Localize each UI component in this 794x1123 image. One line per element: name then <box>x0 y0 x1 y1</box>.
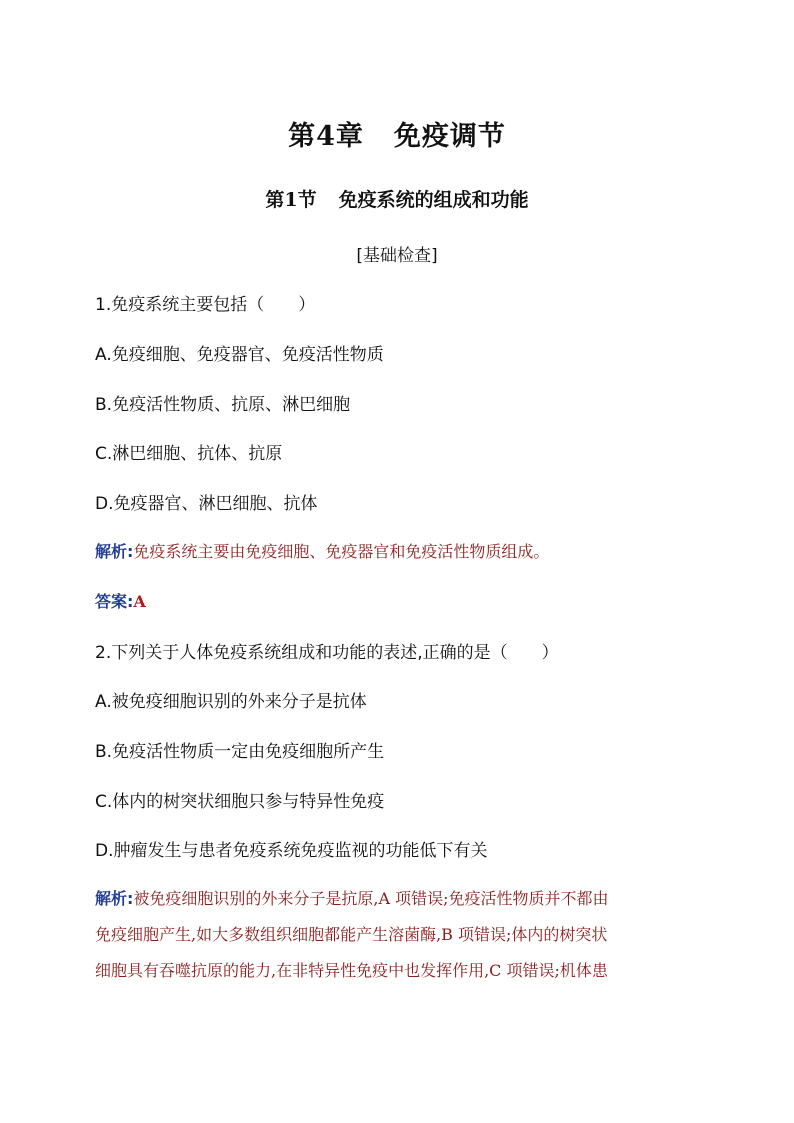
section-title <box>0 185 794 212</box>
analysis-text: 被免疫细胞识别的外来分子是抗原,A 项错误;免疫活性物质并不都由 <box>133 889 609 908</box>
question-2-analysis-line-1 <box>95 886 609 909</box>
subsection-heading: [基础检查] <box>356 246 438 266</box>
analysis-label: 解析: <box>95 542 134 561</box>
chapter-number: 第4章 <box>288 121 364 152</box>
chapter-title <box>0 114 794 153</box>
analysis-label: 解析: <box>95 889 134 908</box>
question-1-option-b: B.免疫活性物质、抗原、淋巴细胞 <box>95 395 351 415</box>
section-name: 免疫系统的组成和功能 <box>338 189 529 211</box>
question-1-answer <box>95 589 146 612</box>
question-2-option-b: B.免疫活性物质一定由免疫细胞所产生 <box>95 742 385 762</box>
answer-label: 答案: <box>95 592 134 611</box>
question-2-stem: 2.下列关于人体免疫系统组成和功能的表述,正确的是（ ） <box>95 643 559 663</box>
question-2-option-c: C.体内的树突状细胞只参与特异性免疫 <box>95 792 385 812</box>
chapter-name: 免疫调节 <box>393 121 506 152</box>
section-number: 第1节 <box>265 189 317 211</box>
answer-value: A <box>133 592 146 611</box>
analysis-text: 免疫系统主要由免疫细胞、免疫器官和免疫活性物质组成。 <box>133 542 550 561</box>
question-1-option-a: A.免疫细胞、免疫器官、免疫活性物质 <box>95 345 384 365</box>
question-2-option-a: A.被免疫细胞识别的外来分子是抗体 <box>95 692 367 712</box>
question-1-option-d: D.免疫器官、淋巴细胞、抗体 <box>95 494 318 514</box>
question-2-analysis-line-3: 细胞具有吞噬抗原的能力,在非特异性免疫中也发挥作用,C 项错误;机体患 <box>95 961 608 980</box>
question-2-option-d: D.肿瘤发生与患者免疫系统免疫监视的功能低下有关 <box>95 841 488 861</box>
question-2-analysis-line-2: 免疫细胞产生,如大多数组织细胞都能产生溶菌酶,B 项错误;体内的树突状 <box>95 925 608 944</box>
question-1-analysis <box>95 539 549 562</box>
question-1-option-c: C.淋巴细胞、抗体、抗原 <box>95 444 283 464</box>
question-1-stem: 1.免疫系统主要包括（ ） <box>95 295 316 315</box>
